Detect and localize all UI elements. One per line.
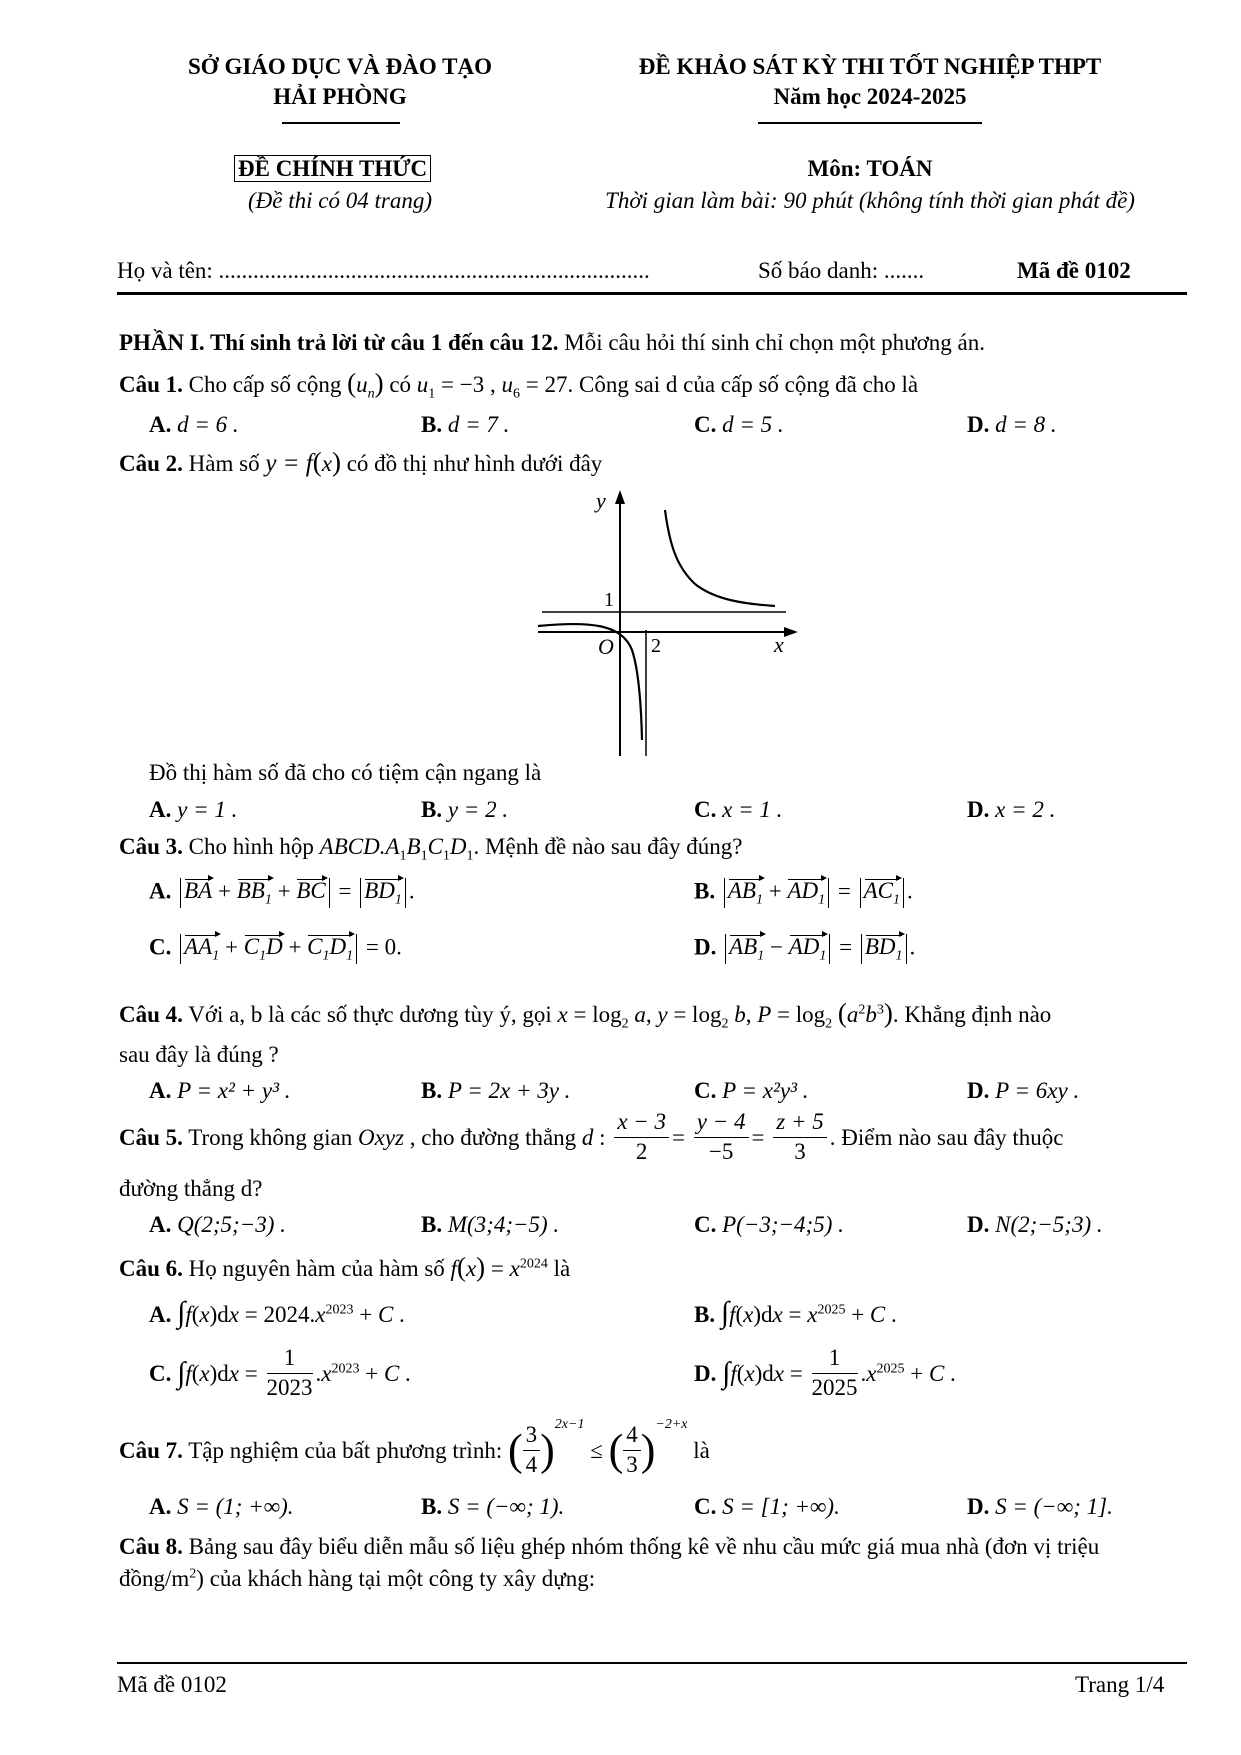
q7-option-b[interactable]: B. S = (−∞; 1). (421, 1494, 565, 1519)
q2-option-c[interactable]: C. x = 1 . (694, 797, 783, 822)
graph-tick-y: 1 (604, 589, 614, 611)
q2-option-d[interactable]: D. x = 2 . (967, 797, 1056, 822)
q4-option-d[interactable]: D. P = 6xy . (967, 1078, 1080, 1103)
question-2: Câu 2. Hàm số y = f(x) có đồ thị như hình dưới đây (119, 447, 603, 477)
pages-note: (Đề thi có 04 trang) (248, 188, 432, 213)
graph-y-label: y (596, 488, 606, 513)
official-badge: ĐỀ CHÍNH THỨC (234, 156, 431, 182)
question-5-cont: đường thẳng d? (119, 1176, 263, 1201)
q6-option-c[interactable]: C. ∫f(x)dx = $\frac{1}{2023}$ $.x^{2023} + C$ . (149, 1345, 411, 1400)
footer-page-number: Trang 1/4 (1075, 1672, 1165, 1697)
q5-option-a[interactable]: A. Q(2;5;−3) . (149, 1212, 286, 1237)
graph-origin-label: O (598, 634, 614, 659)
subject: Môn: TOÁN (807, 156, 933, 181)
q5-option-b[interactable]: B. M(3;4;−5) . (421, 1212, 560, 1237)
graph-x-label: x (774, 632, 784, 657)
question-6: Câu 6. Họ nguyên hàm của hàm số $f(x) = x^{2024}$ là (119, 1252, 571, 1282)
part-title: PHẦN I. Thí sinh trả lời từ câu 1 đến câu 12. Mỗi câu hỏi thí sinh chỉ chọn một phương án. (119, 330, 985, 355)
header-rule (117, 292, 1187, 295)
school-year: Năm học 2024-2025 (773, 84, 967, 109)
question-5: Câu 5. Trong không gian Oxyz , cho đường thẳng d : $\frac{x - 3}{2}$ = $\frac{y - 4}{-5}$ = $\frac{z + 5}{3}$ . Điểm nào sau đây thuộc (119, 1109, 1064, 1164)
dept-name: SỞ GIÁO DỤC VÀ ĐÀO TẠO (188, 54, 492, 79)
q1-option-b[interactable]: B. d = 7 . (421, 412, 510, 437)
question-1: Câu 1. Cho cấp số cộng $(u_n)$ có $u_1 = -3$ , $u_6 = 27$. Công sai d của cấp số cộng đã cho là (119, 368, 919, 402)
function-graph (530, 488, 800, 758)
question-8-cont: đồng/$m^2$) của khách hàng tại một công ty xây dựng: (119, 1566, 596, 1591)
footer-exam-code: Mã đề 0102 (117, 1672, 227, 1697)
graph-tick-x: 2 (651, 635, 661, 657)
exam-code: Mã đề 0102 (1017, 258, 1131, 283)
q1-option-a[interactable]: A. d = 6 . (149, 412, 239, 437)
left-underline (282, 122, 400, 124)
q1-option-d[interactable]: D. d = 8 . (967, 412, 1057, 437)
question-4: Câu 4. Với a, b là các số thực dương tùy ý, gọi $x = \log_2 a$, $y = \log_2 b$, $P = \log_2 (a^2b^3)$. Khẳng định nào (119, 998, 1052, 1032)
question-2-prompt: Đồ thị hàm số đã cho có tiệm cận ngang là (149, 760, 542, 785)
q1-option-c[interactable]: C. d = 5 . (694, 412, 784, 437)
student-name-field: Họ và tên: ........................................................................... (117, 258, 650, 283)
q6-option-d[interactable]: D. ∫f(x)dx = $\frac{1}{2025}$ $.x^{2025} + C$ . (694, 1345, 956, 1400)
q7-option-c[interactable]: C. S = [1; +∞). (694, 1494, 840, 1519)
q3-option-c[interactable]: C. $AA_1 + C_1D + C_1D_1 = 0$. (149, 934, 402, 964)
q6-option-a[interactable]: A. $\int f(x)dx = 2024.x^{2023} + C$ . (149, 1296, 405, 1329)
student-id-field: Số báo danh: ....... (758, 258, 925, 283)
q2-option-a[interactable]: A. y = 1 . (149, 797, 238, 822)
q3-option-d[interactable]: D. $AB_1 - AD_1 = BD_1$ . (694, 934, 916, 964)
q4-option-c[interactable]: C. P = x²y³ . (694, 1078, 809, 1103)
exam-title: ĐỀ KHẢO SÁT KỲ THI TỐT NGHIỆP THPT (638, 54, 1102, 79)
city-name: HẢI PHÒNG (273, 84, 407, 109)
q4-option-a[interactable]: A. P = x² + y³ . (149, 1078, 291, 1103)
question-3: Câu 3. Cho hình hộp $ABCD.A_1B_1C_1D_1$. Mệnh đề nào sau đây đúng? (119, 834, 743, 864)
right-underline (758, 122, 982, 124)
q7-option-a[interactable]: A. S = (1; +∞). (149, 1494, 294, 1519)
footer-rule (117, 1662, 1187, 1664)
question-8: Câu 8. Bảng sau đây biểu diễn mẫu số liệu ghép nhóm thống kê về nhu cầu mức giá mua nhà (đơn vị triệu (119, 1534, 1100, 1559)
question-4-cont: sau đây là đúng ? (119, 1042, 279, 1067)
q6-option-b[interactable]: B. $\int f(x)dx = x^{2025} + C$ . (694, 1296, 897, 1329)
q3-option-b[interactable]: B. $AB_1 + AD_1 = AC_1$ . (694, 878, 913, 908)
q4-option-b[interactable]: B. P = 2x + 3y . (421, 1078, 571, 1103)
q3-option-a[interactable]: A. BA + $BB_1$ + BC = $BD_1$ . (149, 878, 415, 908)
q5-option-d[interactable]: D. N(2;−5;3) . (967, 1212, 1103, 1237)
q7-option-d[interactable]: D. S = (−∞; 1]. (967, 1494, 1113, 1519)
question-7: Câu 7. Tập nghiệm của bất phương trình: ( $\frac{3}{4}$ )$^{2x-1}$ ≤ ( $\frac{4}{3}$ )$^{-2+x}$ là (119, 1417, 710, 1478)
q2-option-b[interactable]: B. y = 2 . (421, 797, 509, 822)
time-note: Thời gian làm bài: 90 phút (không tính thời gian phát đề) (605, 188, 1135, 213)
q5-option-c[interactable]: C. P(−3;−4;5) . (694, 1212, 844, 1237)
